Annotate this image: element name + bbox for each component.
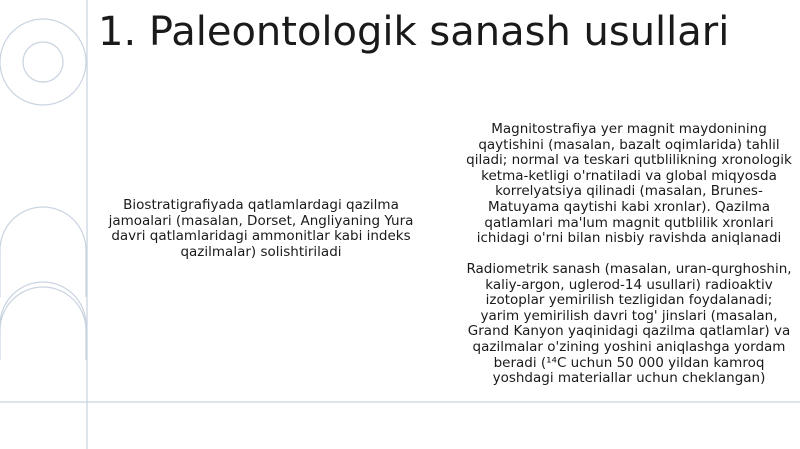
decor-arch-lower <box>0 282 86 360</box>
radiometric-dating-text: Radiometrik sanash (masalan, uran-qurghoshin, kaliy-argon, uglerod-14 usullari) radioaktiv izotoplar yemirilish tezligidan foydalanadi; yarim yemirilish davri tog' jinslari (masalan, Grand Kanyon yaqinidagi qazilma qatlamlar) va qazilmalar o'zining yoshini aniqlashga yordam beradi (¹⁴C uchun 50 000 yildan kamroq yoshdagi materiallar uchun cheklangan) <box>466 261 792 387</box>
magnetostratigraphy-text: Magnitostrafiya yer magnit maydonining qaytishini (masalan, bazalt oqimlarida) tahlil qiladi; normal va teskari qutblilikning xronologik ketma-ketligi o'rnatiladi va global miqyosda korrelyatsiya qilinadi (masalan, Brunes-Matuyama qaytishi kabi xronlar). Qazilma qatlamlari ma'lum magnit qutblilik xronlari ichidagi o'rni bilan nisbiy ravishda aniqlanadi <box>466 121 792 247</box>
decor-arch-middle <box>0 287 86 330</box>
biostratigraphy-text: Biostratigrafiyada qatlamlardagi qazilma jamoalari (masalan, Dorset, Angliyaning Yura davri qatlamlaridagi ammonitlar kabi indeks qazilmalar) solishtiriladi <box>108 197 414 260</box>
decor-circle-small <box>23 42 63 82</box>
decor-circle-large <box>0 19 86 105</box>
slide-title: 1. Paleontologik sanash usullari <box>98 9 730 55</box>
decor-arch-upper <box>0 207 86 297</box>
